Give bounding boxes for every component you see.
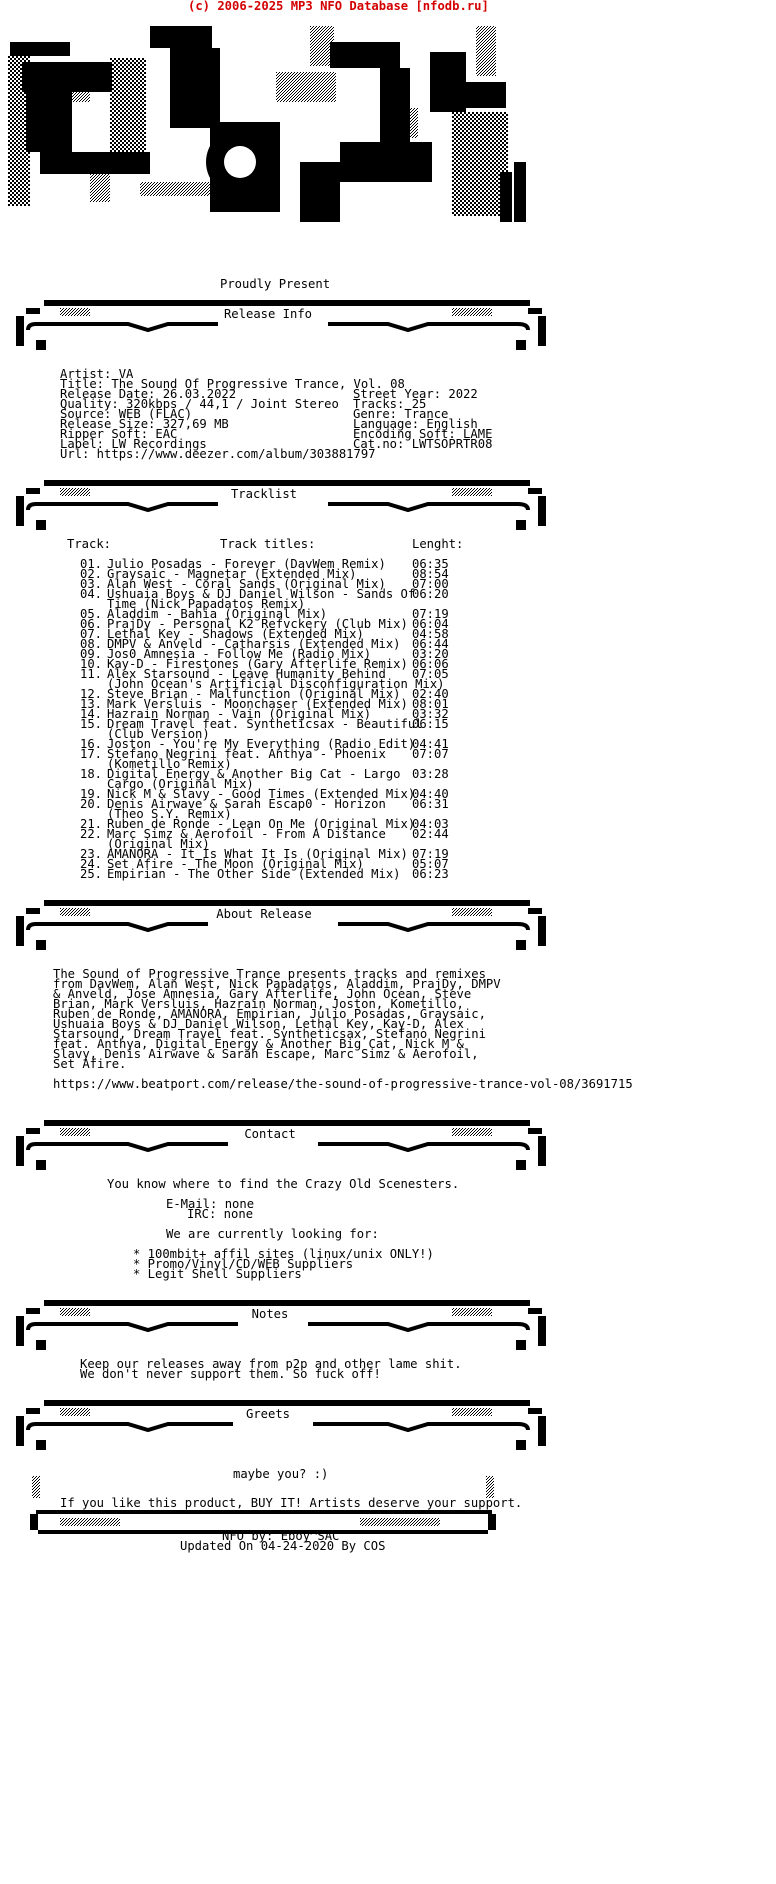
credit-line: (c) 2006-2025 MP3 NFO Database [nfodb.ru]	[188, 0, 489, 13]
tracklist-header-length: Lenght:	[412, 537, 464, 551]
tracklist-header-track: Track:	[67, 537, 112, 551]
track-title-continued: (John Ocean's Artificial Disconfiguration Mix)	[107, 677, 445, 691]
track-length: 08:54	[412, 567, 449, 581]
greets-line: maybe you? :)	[233, 1467, 329, 1481]
track-title: AMANORA - It Is What It Is (Original Mix)	[107, 847, 408, 861]
section-title-contact: Contact	[244, 1127, 296, 1141]
track-length: 06:23	[412, 867, 449, 881]
track-length: 04:40	[412, 787, 449, 801]
track-number: 21.	[80, 817, 103, 831]
info-catno: Cat.no: LWTSOPRTR08	[353, 437, 493, 451]
notes-line-2: We don't never support them. So fuck off!	[80, 1367, 381, 1381]
track-title: Marc Simz & Aerofoil - From A Distance	[107, 827, 386, 841]
track-title: Jos0 Amnesia - Follow Me (Radio Mix)	[107, 647, 372, 661]
section-title-greets: Greets	[245, 1407, 291, 1421]
about-line: Brian, Mark Versluis, Hazrain Norman, Joston, Kometillo,	[53, 997, 464, 1011]
track-title-continued: (Kometillo Remix)	[107, 757, 232, 771]
track-length: 05:07	[412, 857, 449, 871]
track-title: Mark Versluis - Moonchaser (Extended Mix)	[107, 697, 408, 711]
section-title-release-info: Release Info	[223, 307, 313, 321]
track-length: 06:35	[412, 557, 449, 571]
footer-nfo-by: NFO by: Eboy^SAC	[222, 1529, 340, 1543]
track-number: 11.	[80, 667, 103, 681]
track-number: 24.	[80, 857, 103, 871]
track-length: 07:05	[412, 667, 449, 681]
track-number: 02.	[80, 567, 103, 581]
about-line: Ushuaia Boys & DJ Daniel Wilson, Lethal Key, Kay-D, Alex	[53, 1017, 464, 1031]
info-tracks: Tracks: 25	[353, 397, 427, 411]
track-title: Alex Starsound - Leave Humanity Behind	[107, 667, 386, 681]
contact-intro: You know where to find the Crazy Old Scenesters.	[107, 1177, 460, 1191]
track-number: 20.	[80, 797, 103, 811]
track-number: 01.	[80, 557, 103, 571]
track-title-continued: (Club Version)	[107, 727, 210, 741]
track-title: Denis Airwave & Sarah Escap0 - Horizon	[107, 797, 386, 811]
track-title: Ushuaia Boys & DJ Daniel Wilson - Sands Of	[107, 587, 416, 601]
track-title-continued: Cargo (Original Mix)	[107, 777, 254, 791]
track-length: 06:31	[412, 797, 449, 811]
track-number: 13.	[80, 697, 103, 711]
info-source: Source: WEB (FLAC)	[60, 407, 193, 421]
track-title: Julio Posadas - Forever (DavWem Remix)	[107, 557, 386, 571]
track-title: Kay-D - Firestones (Gary Afterlife Remix)	[107, 657, 408, 671]
track-title: Set Afire - The Moon (Original Mix)	[107, 857, 364, 871]
track-length: 06:06	[412, 657, 449, 671]
about-line: & Anveld, Jose Amnesia, Gary Afterlife, John Ocean, Steve	[53, 987, 472, 1001]
track-length: 07:19	[412, 607, 449, 621]
track-number: 16.	[80, 737, 103, 751]
track-number: 06.	[80, 617, 103, 631]
track-number: 17.	[80, 747, 103, 761]
track-number: 22.	[80, 827, 103, 841]
track-length: 07:07	[412, 747, 449, 761]
track-number: 25.	[80, 867, 103, 881]
footer-support: If you like this product, BUY IT! Artists deserve your support.	[60, 1496, 523, 1510]
contact-want-3: * Legit Shell Suppliers	[133, 1267, 302, 1281]
section-title-notes: Notes	[251, 1307, 289, 1321]
contact-want-1: * 100mbit+ affil sites (linux/unix ONLY!)	[133, 1247, 434, 1261]
track-title: Joston - You're My Everything (Radio Edit)	[107, 737, 416, 751]
section-title-about: About Release	[216, 907, 312, 921]
track-title: Empirian - The Other Side (Extended Mix)	[107, 867, 401, 881]
track-number: 15.	[80, 717, 103, 731]
contact-irc: IRC: none	[187, 1207, 254, 1221]
track-number: 12.	[80, 687, 103, 701]
track-title: Lethal Key - Shadows (Extended Mix)	[107, 627, 364, 641]
track-length: 08:01	[412, 697, 449, 711]
track-length: 07:19	[412, 847, 449, 861]
track-number: 05.	[80, 607, 103, 621]
track-title: DMPV & Anveld - Catharsis (Extended Mix)	[107, 637, 401, 651]
track-title-continued: (Theo S.Y. Remix)	[107, 807, 232, 821]
contact-email: E-Mail: none	[166, 1197, 255, 1211]
footer-updated: Updated On 04-24-2020 By COS	[180, 1539, 386, 1553]
track-title: Steve Brian - Malfunction (Original Mix)	[107, 687, 401, 701]
track-length: 02:44	[412, 827, 449, 841]
info-ripper: Ripper Soft: EAC	[60, 427, 178, 441]
track-length: 03:32	[412, 707, 449, 721]
track-number: 03.	[80, 577, 103, 591]
tracklist-header-titles: Track titles:	[220, 537, 316, 551]
track-length: 06:04	[412, 617, 449, 631]
group-logo	[0, 12, 560, 230]
track-length: 06:44	[412, 637, 449, 651]
about-url[interactable]: https://www.beatport.com/release/the-sound-of-progressive-trance-vol-08/3691715	[53, 1077, 633, 1091]
about-line: Ruben de Ronde, AMANORA, Empirian, Julio Posadas, Graysaic,	[53, 1007, 486, 1021]
track-title-continued: Time (Nick Papadatos Remix)	[107, 597, 306, 611]
info-url[interactable]: Url: https://www.deezer.com/album/303881797	[60, 447, 376, 461]
info-release-date: Release Date: 26.03.2022	[60, 387, 237, 401]
about-line: Set Afire.	[53, 1057, 127, 1071]
track-title: Digital Energy & Another Big Cat - Largo	[107, 767, 401, 781]
info-street-year: Street Year: 2022	[353, 387, 478, 401]
about-line: from DavWem, Alan West, Nick Papadatos, Aladdim, PrajDy, DMPV	[53, 977, 501, 991]
track-title-continued: (Original Mix)	[107, 837, 210, 851]
track-length: 06:15	[412, 717, 449, 731]
info-size: Release Size: 327,69 MB	[60, 417, 229, 431]
track-number: 04.	[80, 587, 103, 601]
track-number: 23.	[80, 847, 103, 861]
track-title: Nick M & Slavy - Good Times (Extended Mix)	[107, 787, 416, 801]
track-length: 06:20	[412, 587, 449, 601]
track-length: 03:20	[412, 647, 449, 661]
track-number: 07.	[80, 627, 103, 641]
track-title: Ruben de Ronde - Lean On Me (Original Mix)	[107, 817, 416, 831]
contact-want-2: * Promo/Vinyl/CD/WEB Suppliers	[133, 1257, 354, 1271]
about-line: feat. Anthya, Digital Energy & Another Big Cat, Nick M &	[53, 1037, 464, 1051]
track-title: Graysaic - Magnetar (Extended Mix)	[107, 567, 357, 581]
notes-line-1: Keep our releases away from p2p and other lame shit.	[80, 1357, 462, 1371]
track-length: 07:00	[412, 577, 449, 591]
section-title-tracklist: Tracklist	[230, 487, 298, 501]
about-line: Slavy, Denis Airwave & Sarah Escape, Marc Simz & Aerofoil,	[53, 1047, 479, 1061]
info-encoding: Encoding Soft: LAME	[353, 427, 493, 441]
info-quality: Quality: 320kbps / 44,1 / Joint Stereo	[60, 397, 339, 411]
contact-looking: We are currently looking for:	[166, 1227, 379, 1241]
track-title: Aladdim - Bahia (Original Mix)	[107, 607, 328, 621]
track-length: 02:40	[412, 687, 449, 701]
info-genre: Genre: Trance	[353, 407, 449, 421]
track-number: 14.	[80, 707, 103, 721]
track-number: 18.	[80, 767, 103, 781]
track-title: Alan West - Coral Sands (Original Mix)	[107, 577, 386, 591]
track-title: Dream Travel feat. Syntheticsax - Beautiful	[107, 717, 423, 731]
track-title: PrajDy - Personal K2 Refvckery (Club Mix)	[107, 617, 408, 631]
track-length: 03:28	[412, 767, 449, 781]
track-length: 04:03	[412, 817, 449, 831]
track-number: 10.	[80, 657, 103, 671]
track-length: 04:41	[412, 737, 449, 751]
track-title: Stefano Negrini feat. Anthya - Phoenix	[107, 747, 386, 761]
about-line: The Sound of Progressive Trance presents tracks and remixes	[53, 967, 486, 981]
track-number: 09.	[80, 647, 103, 661]
track-number: 19.	[80, 787, 103, 801]
logo-shapes	[8, 26, 526, 222]
track-title: Hazrain Norman - Vain (Original Mix)	[107, 707, 372, 721]
about-line: Starsound, Dream Travel feat. Syntheticsax, Stefano Negrini	[53, 1027, 486, 1041]
info-title: Title: The Sound Of Progressive Trance, Vol. 08	[60, 377, 405, 391]
presents-line: Proudly Present	[220, 277, 331, 291]
info-artist: Artist: VA	[60, 367, 134, 381]
track-number: 08.	[80, 637, 103, 651]
info-label: Label: LW Recordings	[60, 437, 207, 451]
track-length: 04:58	[412, 627, 449, 641]
info-language: Language: English	[353, 417, 478, 431]
